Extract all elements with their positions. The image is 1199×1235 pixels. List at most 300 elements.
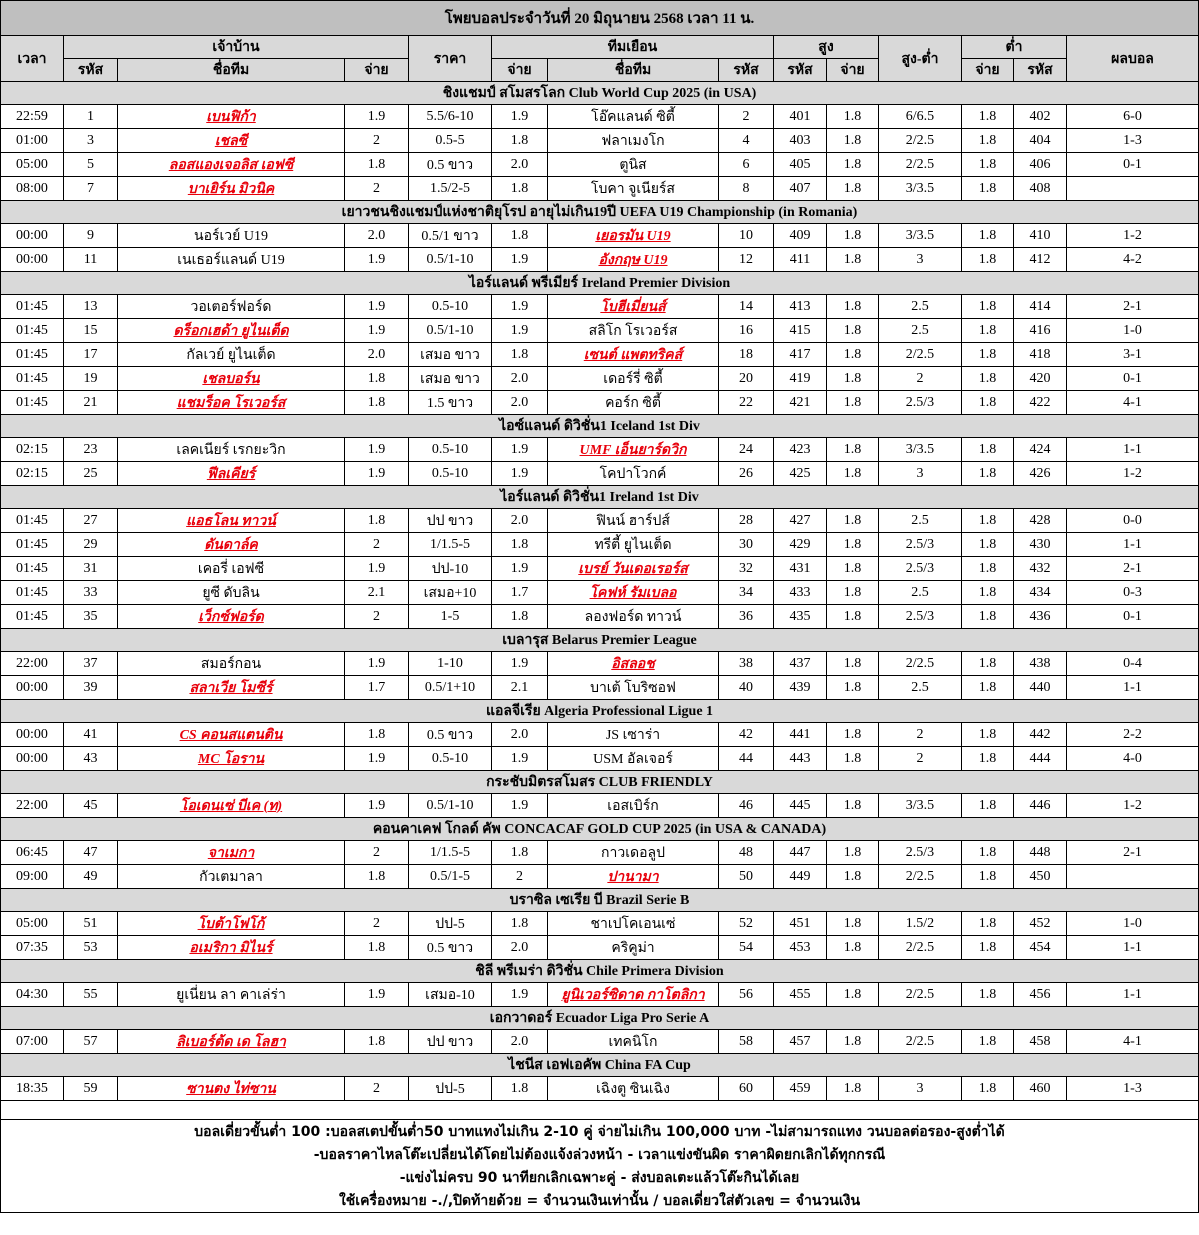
home-pay: 2.0 [345,224,409,248]
over-pay: 1.8 [827,983,879,1007]
favored-team-label: โบต้าโฟโก้ [197,916,265,932]
over-code: 421 [774,391,827,415]
handicap-price: ปป ขาว [409,1030,492,1054]
away-code: 32 [719,557,774,581]
league-header-row [1,272,1199,295]
away-code: 34 [719,581,774,605]
match-result: 1-3 [1067,1077,1199,1101]
away-pay: 1.8 [492,1077,548,1101]
home-pay: 1.8 [345,1030,409,1054]
match-result: 0-3 [1067,581,1199,605]
home-pay: 2 [345,912,409,936]
under-pay: 1.8 [962,533,1014,557]
handicap-price: 1-5 [409,605,492,629]
handicap-price: 0.5-10 [409,462,492,486]
match-result: 1-1 [1067,533,1199,557]
under-pay: 1.8 [962,319,1014,343]
spacer-row [1,1101,1199,1120]
favored-team-label: UMF เอ็นยาร์ดวิก [579,442,687,458]
over-code: 409 [774,224,827,248]
match-result: 6-0 [1067,105,1199,129]
league-name: กระชับมิตรสโมสร CLUB FRIENDLY [1,771,1199,794]
home-team: กัวเตมาลา [118,865,345,889]
header-under-code: รหัส [1014,59,1067,82]
home-team: ยูเนี่ยน ลา คาเล่ร่า [118,983,345,1007]
league-name: เบลารุส Belarus Premier League [1,629,1199,652]
away-code: 38 [719,652,774,676]
handicap-price: 0.5/1 ขาว [409,224,492,248]
home-team [118,319,345,343]
home-team [118,129,345,153]
over-under-line: 2.5 [879,295,962,319]
match-result: 1-1 [1067,438,1199,462]
home-team [118,1077,345,1101]
handicap-price: 0.5/1-5 [409,865,492,889]
away-code: 6 [719,153,774,177]
match-time: 00:00 [1,747,64,771]
match-time: 05:00 [1,153,64,177]
under-pay: 1.8 [962,557,1014,581]
away-pay: 1.9 [492,652,548,676]
under-pay: 1.8 [962,605,1014,629]
league-header-row [1,415,1199,438]
under-pay: 1.8 [962,747,1014,771]
spacer-cell [1,1101,1199,1120]
match-row [1,295,1199,319]
terms-note: -แข่งไม่ครบ 90 นาทียกเลิกเฉพาะคู่ - ส่งบอลเตะแล้วโต๊ะกินได้เลย [1,1166,1199,1189]
away-pay: 1.8 [492,533,548,557]
league-name: ชิลี พรีเมร่า ดิวิชั่น Chile Primera Division [1,960,1199,983]
home-pay: 1.9 [345,462,409,486]
match-row [1,367,1199,391]
terms-note-row [1,1143,1199,1166]
match-time: 01:45 [1,557,64,581]
away-team: ฟินน์ ฮาร์ปส์ [548,509,719,533]
favored-team-label: ยูนิเวอร์ซิดาด กาโตลิกา [561,987,705,1003]
home-code: 53 [64,936,118,960]
over-pay: 1.8 [827,129,879,153]
header-away-pay: จ่าย [492,59,548,82]
match-time: 01:45 [1,605,64,629]
over-code: 403 [774,129,827,153]
away-pay: 1.8 [492,129,548,153]
handicap-price: 0.5 ขาว [409,723,492,747]
match-time: 05:00 [1,912,64,936]
away-code: 12 [719,248,774,272]
under-code: 422 [1014,391,1067,415]
away-pay: 2.0 [492,391,548,415]
over-code: 441 [774,723,827,747]
under-pay: 1.8 [962,462,1014,486]
match-row [1,581,1199,605]
away-pay: 1.8 [492,343,548,367]
away-code: 24 [719,438,774,462]
match-row [1,605,1199,629]
over-under-line: 2/2.5 [879,652,962,676]
away-team [548,557,719,581]
away-team: ตูนิส [548,153,719,177]
match-result: 0-1 [1067,367,1199,391]
away-team: USM อัลเจอร์ [548,747,719,771]
away-pay: 2.0 [492,367,548,391]
over-code: 427 [774,509,827,533]
away-pay: 2.0 [492,153,548,177]
match-row [1,983,1199,1007]
under-pay: 1.8 [962,865,1014,889]
away-team: คริคูม่า [548,936,719,960]
over-code: 459 [774,1077,827,1101]
match-time: 01:45 [1,343,64,367]
under-pay: 1.8 [962,676,1014,700]
over-code: 413 [774,295,827,319]
home-code: 17 [64,343,118,367]
over-pay: 1.8 [827,462,879,486]
under-pay: 1.8 [962,367,1014,391]
home-pay: 1.9 [345,438,409,462]
favored-team-label: เชลซี [214,133,248,149]
match-row [1,509,1199,533]
league-name: แอลจีเรีย Algeria Professional Ligue 1 [1,700,1199,723]
home-code: 57 [64,1030,118,1054]
home-pay: 1.9 [345,557,409,581]
home-code: 33 [64,581,118,605]
over-under-line: 3/3.5 [879,794,962,818]
match-row [1,676,1199,700]
over-under-line: 3/3.5 [879,224,962,248]
terms-note: ใช้เครื่องหมาย -./,ปิดท้ายด้วย = จำนวนเงินเท่านั้น / บอลเดี่ยวใส่ตัวเลข = จำนวนเงิน [1,1189,1199,1213]
match-row [1,438,1199,462]
match-time: 00:00 [1,723,64,747]
match-time: 09:00 [1,865,64,889]
over-pay: 1.8 [827,509,879,533]
match-result: 4-1 [1067,391,1199,415]
over-pay: 1.8 [827,248,879,272]
home-pay: 1.9 [345,248,409,272]
match-time: 01:45 [1,509,64,533]
away-team [548,295,719,319]
home-pay: 1.9 [345,105,409,129]
under-pay: 1.8 [962,129,1014,153]
away-pay: 2.0 [492,509,548,533]
home-team [118,936,345,960]
over-pay: 1.8 [827,533,879,557]
favored-team-label: ปานามา [607,869,659,885]
over-pay: 1.8 [827,912,879,936]
league-name: บราซิล เซเรีย บี Brazil Serie B [1,889,1199,912]
match-row [1,652,1199,676]
over-code: 453 [774,936,827,960]
match-time: 01:45 [1,319,64,343]
match-row [1,129,1199,153]
under-code: 408 [1014,177,1067,201]
away-team: สลิโก โรเวอร์ส [548,319,719,343]
away-team [548,652,719,676]
handicap-price: 5.5/6-10 [409,105,492,129]
match-row [1,936,1199,960]
away-team: กาวเดอลูป [548,841,719,865]
under-code: 420 [1014,367,1067,391]
terms-note-row [1,1166,1199,1189]
home-code: 1 [64,105,118,129]
under-pay: 1.8 [962,105,1014,129]
over-code: 455 [774,983,827,1007]
over-code: 411 [774,248,827,272]
terms-note: บอลเดี่ยวขั้นต่ำ 100 :บอลสเตปขั้นต่ำ50 บาทแทงไม่เกิน 2-10 คู่ จ่ายไม่เกิน 100,000 บาท -ไม่สามารถแทง วนบอลต่อรอง-สูงต่ำได้ [1,1120,1199,1144]
away-code: 16 [719,319,774,343]
away-code: 26 [719,462,774,486]
match-result [1067,865,1199,889]
handicap-price: 1.5/2-5 [409,177,492,201]
over-pay: 1.8 [827,676,879,700]
home-pay: 2 [345,605,409,629]
league-header-row [1,486,1199,509]
league-header-row [1,629,1199,652]
league-name: ไอร์แลนด์ พรีเมียร์ Ireland Premier Division [1,272,1199,295]
over-under-line: 3 [879,1077,962,1101]
away-code: 58 [719,1030,774,1054]
match-result: 2-2 [1067,723,1199,747]
league-name: เยาวชนชิงแชมป์แห่งชาติยุโรป อายุไม่เกิน19ปี UEFA U19 Championship (in Romania) [1,201,1199,224]
over-code: 429 [774,533,827,557]
handicap-price: เสมอ ขาว [409,343,492,367]
home-code: 29 [64,533,118,557]
under-code: 424 [1014,438,1067,462]
match-time: 06:45 [1,841,64,865]
away-team: ทรีตี้ ยูไนเต็ด [548,533,719,557]
under-pay: 1.8 [962,912,1014,936]
match-row [1,865,1199,889]
league-header-row [1,1054,1199,1077]
match-row [1,533,1199,557]
away-pay: 2 [492,865,548,889]
away-pay: 1.8 [492,177,548,201]
home-team [118,509,345,533]
match-result: 4-2 [1067,248,1199,272]
over-pay: 1.8 [827,1077,879,1101]
under-code: 416 [1014,319,1067,343]
home-code: 35 [64,605,118,629]
home-code: 43 [64,747,118,771]
under-code: 438 [1014,652,1067,676]
away-team: บาเต้ โบริซอฟ [548,676,719,700]
favored-team-label: ดร็อกเฮด้า ยูไนเต็ด [173,323,289,339]
under-code: 454 [1014,936,1067,960]
league-name: ชิงแชมป์ สโมสรโลก Club World Cup 2025 (in USA) [1,82,1199,105]
away-pay: 1.9 [492,319,548,343]
home-code: 9 [64,224,118,248]
match-time: 08:00 [1,177,64,201]
under-pay: 1.8 [962,153,1014,177]
home-pay: 2.1 [345,581,409,605]
under-code: 426 [1014,462,1067,486]
over-pay: 1.8 [827,343,879,367]
terms-note-row [1,1120,1199,1144]
under-code: 414 [1014,295,1067,319]
favored-team-label: โอเดนเซ่ บีเค (ท) [179,798,283,814]
away-team: ฟลาเมงโก [548,129,719,153]
home-team [118,1030,345,1054]
handicap-price: เสมอ+10 [409,581,492,605]
favored-team-label: ลอสแองเจอลิส เอฟซี [168,157,294,173]
favored-team-label: อังกฤษ U19 [598,252,668,268]
favored-team-label: เชลบอร์น [202,371,260,387]
over-under-line: 2.5/3 [879,557,962,581]
match-row [1,723,1199,747]
match-time: 01:45 [1,295,64,319]
away-code: 40 [719,676,774,700]
under-pay: 1.8 [962,652,1014,676]
away-code: 2 [719,105,774,129]
league-header-row [1,82,1199,105]
match-time: 00:00 [1,676,64,700]
match-row [1,912,1199,936]
under-code: 448 [1014,841,1067,865]
match-time: 22:59 [1,105,64,129]
away-code: 42 [719,723,774,747]
league-header-row [1,201,1199,224]
under-pay: 1.8 [962,391,1014,415]
away-team: เอสเบิร์ก [548,794,719,818]
away-team: เฉิงตู ซินเฉิง [548,1077,719,1101]
header-over-under: สูง-ต่ำ [879,36,962,82]
under-pay: 1.8 [962,509,1014,533]
under-pay: 1.8 [962,177,1014,201]
under-pay: 1.8 [962,723,1014,747]
over-code: 417 [774,343,827,367]
away-code: 20 [719,367,774,391]
league-name: คอนคาเคฟ โกลด์ คัพ CONCACAF GOLD CUP 2025 (in USA & CANADA) [1,818,1199,841]
away-code: 60 [719,1077,774,1101]
header-over-code: รหัส [774,59,827,82]
away-pay: 1.8 [492,605,548,629]
home-team [118,105,345,129]
over-pay: 1.8 [827,581,879,605]
home-team [118,391,345,415]
under-code: 410 [1014,224,1067,248]
favored-team-label: เยอรมัน U19 [595,228,671,244]
under-code: 406 [1014,153,1067,177]
favored-team-label: ซานตง ไท่ซาน [186,1081,276,1097]
under-code: 456 [1014,983,1067,1007]
under-code: 436 [1014,605,1067,629]
header-away: ทีมเยือน [492,36,774,59]
home-code: 21 [64,391,118,415]
away-team [548,248,719,272]
under-code: 402 [1014,105,1067,129]
favored-team-label: โบฮีเมี่ยนส์ [600,299,666,315]
under-pay: 1.8 [962,794,1014,818]
over-under-line: 2/2.5 [879,983,962,1007]
handicap-price: เสมอ-10 [409,983,492,1007]
away-pay: 1.9 [492,248,548,272]
header-home: เจ้าบ้าน [64,36,409,59]
over-code: 407 [774,177,827,201]
over-pay: 1.8 [827,105,879,129]
away-team: ชาเปโคเอนเซ่ [548,912,719,936]
away-pay: 2.0 [492,1030,548,1054]
over-under-line: 3 [879,248,962,272]
match-result: 2-1 [1067,841,1199,865]
handicap-price: ปป-5 [409,1077,492,1101]
home-code: 5 [64,153,118,177]
match-result: 1-2 [1067,794,1199,818]
under-pay: 1.8 [962,438,1014,462]
match-result: 1-1 [1067,983,1199,1007]
under-pay: 1.8 [962,983,1014,1007]
home-team [118,723,345,747]
over-under-line: 1.5/2 [879,912,962,936]
league-header-row [1,1007,1199,1030]
home-pay: 1.8 [345,391,409,415]
home-pay: 1.8 [345,865,409,889]
header-under: ต่ำ [962,36,1067,59]
under-code: 446 [1014,794,1067,818]
handicap-price: 0.5-10 [409,295,492,319]
home-code: 3 [64,129,118,153]
over-under-line: 2.5 [879,676,962,700]
home-code: 45 [64,794,118,818]
away-code: 52 [719,912,774,936]
under-code: 458 [1014,1030,1067,1054]
over-under-line: 2 [879,747,962,771]
match-time: 18:35 [1,1077,64,1101]
home-pay: 2 [345,177,409,201]
over-pay: 1.8 [827,841,879,865]
home-code: 49 [64,865,118,889]
over-under-line: 2.5 [879,509,962,533]
under-code: 442 [1014,723,1067,747]
home-team: กัลเวย์ ยูไนเต็ด [118,343,345,367]
match-row [1,391,1199,415]
favored-team-label: เว็กซ์ฟอร์ด [198,609,264,625]
over-under-line: 3/3.5 [879,177,962,201]
over-code: 449 [774,865,827,889]
header-home-code: รหัส [64,59,118,82]
home-team: นอร์เวย์ U19 [118,224,345,248]
away-code: 50 [719,865,774,889]
match-time: 04:30 [1,983,64,1007]
match-result: 1-2 [1067,224,1199,248]
match-row [1,1030,1199,1054]
over-pay: 1.8 [827,224,879,248]
away-team: โอ๊คแลนด์ ซิตี้ [548,105,719,129]
home-team: เคอรี่ เอฟซี [118,557,345,581]
handicap-price: 1.5 ขาว [409,391,492,415]
over-under-line: 2/2.5 [879,936,962,960]
favored-team-label: CS คอนสแตนติน [179,727,283,743]
under-code: 450 [1014,865,1067,889]
under-code: 434 [1014,581,1067,605]
handicap-price: 1/1.5-5 [409,533,492,557]
home-team [118,177,345,201]
away-code: 46 [719,794,774,818]
under-pay: 1.8 [962,343,1014,367]
home-team [118,605,345,629]
match-time: 07:00 [1,1030,64,1054]
away-pay: 1.9 [492,105,548,129]
over-code: 445 [774,794,827,818]
favored-team-label: โคฟห์ รัมเบลอ [589,585,677,601]
home-team [118,747,345,771]
home-pay: 1.9 [345,319,409,343]
under-code: 404 [1014,129,1067,153]
away-pay: 1.8 [492,841,548,865]
match-row [1,462,1199,486]
favored-team-label: เบนฟิก้า [206,109,256,125]
match-time: 22:00 [1,794,64,818]
home-code: 31 [64,557,118,581]
over-pay: 1.8 [827,605,879,629]
